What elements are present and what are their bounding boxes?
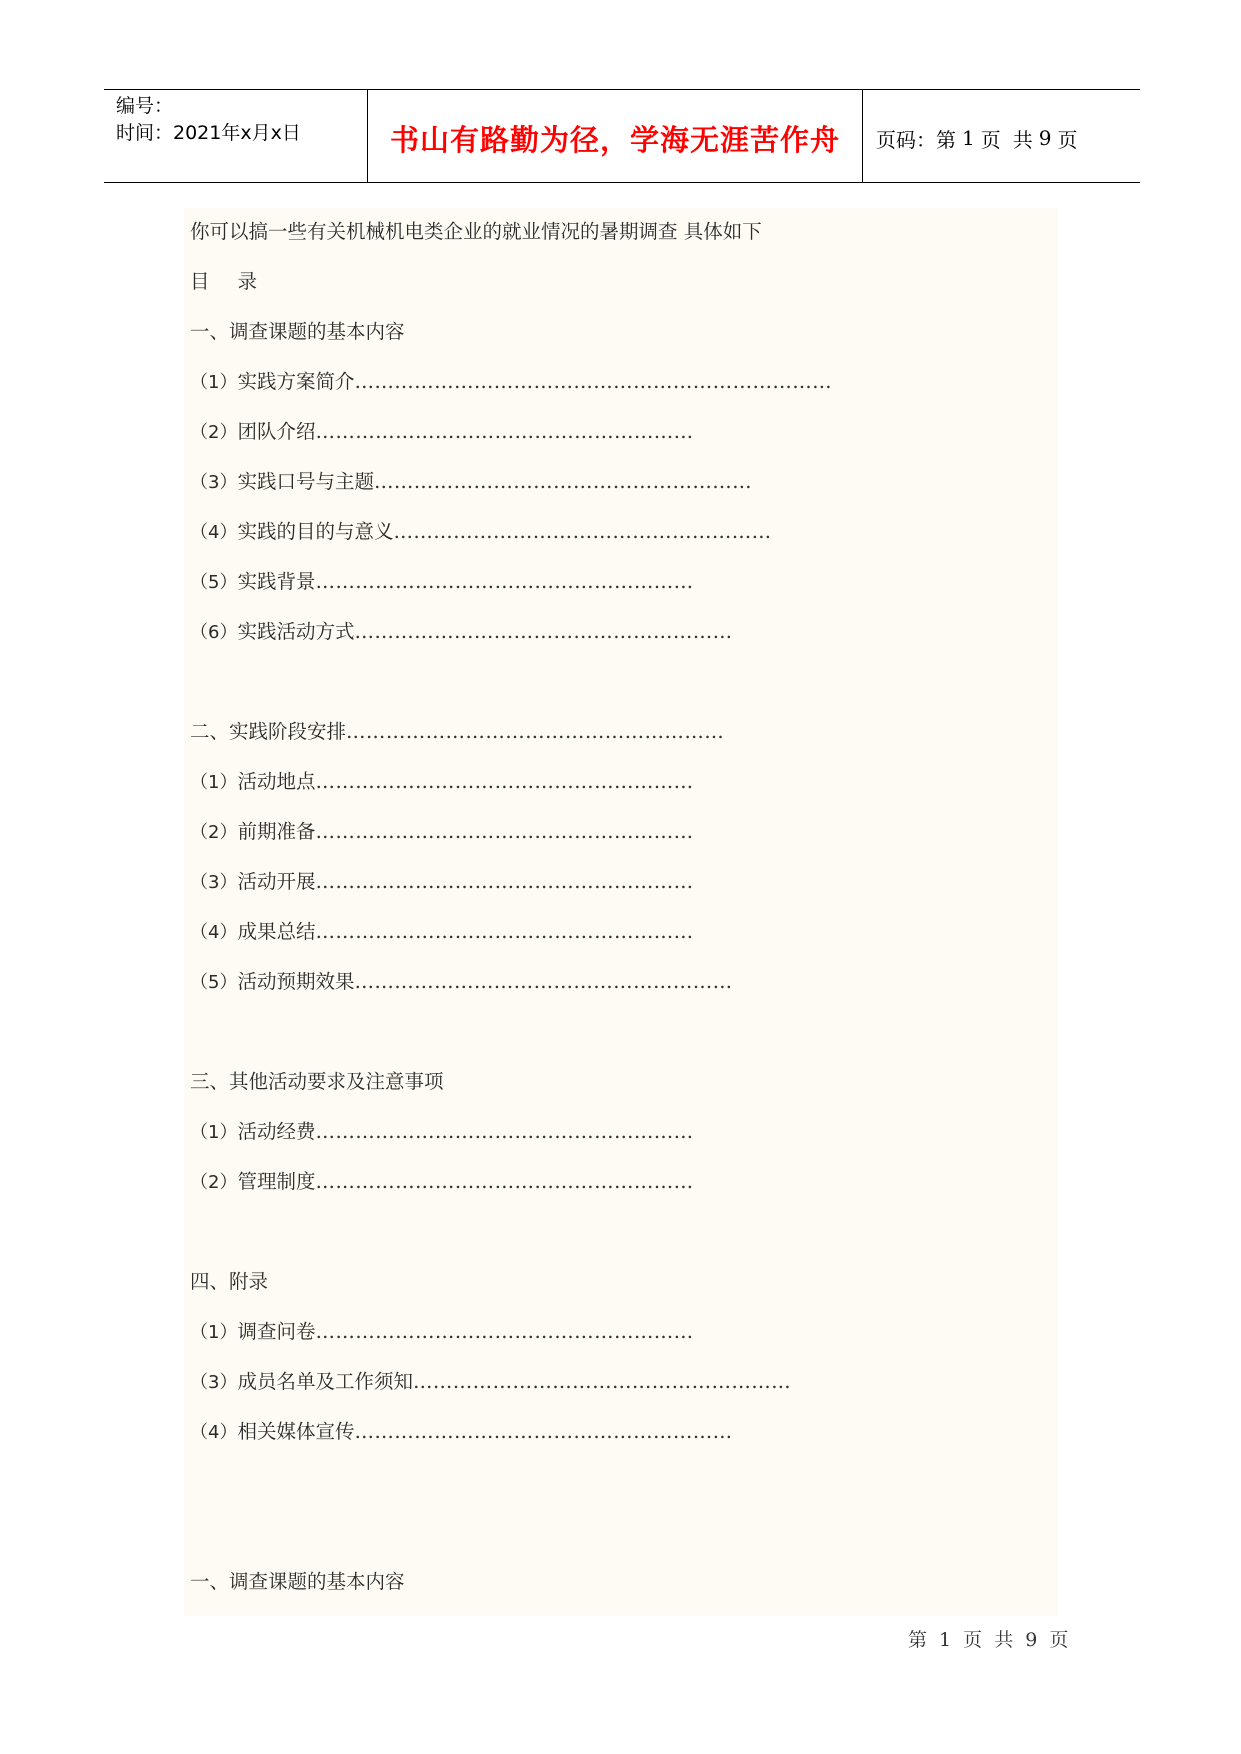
line-text: 一、调查课题的基本内容 — [190, 320, 405, 343]
entry-leader: ………………………………………………… — [354, 970, 733, 993]
entry-text: 管理制度 — [237, 1170, 316, 1193]
header-meta-cell — [104, 90, 368, 182]
section-heading — [190, 320, 405, 344]
entry-text: 活动地点 — [237, 770, 316, 793]
entry-number: （6） — [190, 622, 238, 643]
line-text: 四、附录 — [190, 1270, 269, 1293]
toc-entry — [190, 920, 694, 945]
section-heading — [190, 720, 724, 744]
entry-leader: ………………………………………………… — [315, 1170, 694, 1193]
toc-entry — [190, 770, 694, 795]
entry-text: 活动开展 — [237, 870, 316, 893]
entry-leader: ………………………………………………… — [315, 920, 694, 943]
entry-leader: ………………………………………………… — [315, 820, 694, 843]
entry-leader: ………………………………………………… — [315, 1320, 694, 1343]
toc-entry — [190, 870, 694, 895]
page-number: 1 — [962, 126, 975, 150]
entry-number: （1） — [190, 372, 238, 393]
entry-leader: ……………………………………………………………… — [354, 370, 833, 393]
toc-entry — [190, 370, 832, 395]
entry-text: 实践方案简介 — [237, 370, 355, 393]
entry-leader: ………………………………………………… — [315, 570, 694, 593]
entry-number: （5） — [190, 572, 238, 593]
page-suffix: 页 — [1057, 127, 1078, 152]
entry-leader: ………………………………………………… — [354, 620, 733, 643]
entry-number: （4） — [190, 522, 238, 543]
header-page-cell — [862, 92, 1140, 184]
entry-number: （1） — [190, 772, 238, 793]
toc-title-part1: 目 — [190, 270, 210, 293]
entry-text: 实践的目的与意义 — [237, 520, 394, 543]
entry-leader: ………………………………………………… — [373, 470, 753, 493]
entry-text: 相关媒体宣传 — [237, 1420, 355, 1443]
entry-number: （2） — [190, 1172, 238, 1193]
time-label: 时间：2021年x月x日 — [116, 122, 301, 144]
entry-leader: ………………………………………………… — [315, 1120, 694, 1143]
toc-entry — [190, 1170, 694, 1195]
entry-number: （1） — [190, 1322, 238, 1343]
toc-entry — [190, 520, 772, 545]
section-heading — [190, 1570, 405, 1594]
toc-title — [190, 270, 257, 294]
line-text: 三、其他活动要求及注意事项 — [190, 1070, 444, 1093]
page-footer: 第 1 页 共 9 页 — [908, 1629, 1070, 1651]
toc-entry — [190, 420, 694, 445]
entry-leader: ………………………………………………… — [315, 420, 694, 443]
entry-leader: ………………………………………………… — [354, 1420, 733, 1443]
entry-leader: ………………………………………………… — [346, 720, 725, 743]
line-text: 二、实践阶段安排 — [190, 720, 347, 743]
page-total-prefix: 共 — [1012, 127, 1033, 152]
toc-title-part2: 录 — [237, 270, 258, 293]
page-mid: 页 — [980, 127, 1001, 152]
toc-entry — [190, 1120, 694, 1145]
line-text: 一、调查课题的基本内容 — [190, 1570, 405, 1593]
toc-entry — [190, 1370, 791, 1395]
entry-text: 成果总结 — [237, 920, 316, 943]
page-prefix: 页码：第 — [876, 127, 956, 152]
entry-leader: ………………………………………………… — [315, 770, 694, 793]
entry-number: （3） — [190, 472, 238, 493]
entry-number: （4） — [190, 922, 238, 943]
toc-entry — [190, 820, 694, 845]
entry-number: （1） — [190, 1122, 238, 1143]
entry-text: 调查问卷 — [237, 1320, 316, 1343]
entry-leader: ………………………………………………… — [393, 520, 772, 543]
entry-leader: ………………………………………………… — [412, 1370, 792, 1393]
entry-text: 团队介绍 — [237, 420, 316, 443]
entry-number: （2） — [190, 422, 238, 443]
section-heading — [190, 1070, 444, 1094]
entry-number: （3） — [190, 1372, 238, 1393]
slogan: 书山有路勤为径，学海无涯苦作舟 — [389, 122, 840, 157]
entry-text: 成员名单及工作须知 — [237, 1370, 413, 1393]
toc-entry — [190, 970, 733, 995]
entry-number: （3） — [190, 872, 238, 893]
toc-entry — [190, 470, 752, 495]
number-label: 编号： — [116, 95, 174, 117]
entry-text: 活动经费 — [237, 1120, 316, 1143]
entry-number: （5） — [190, 972, 238, 993]
entry-number: （4） — [190, 1422, 238, 1443]
toc-entry — [190, 1420, 733, 1445]
entry-text: 实践口号与主题 — [237, 470, 374, 493]
section-heading — [190, 1270, 268, 1294]
toc-entry — [190, 1320, 694, 1345]
document-header — [104, 89, 1140, 183]
entry-leader: ………………………………………………… — [315, 870, 694, 893]
entry-text: 活动预期效果 — [237, 970, 355, 993]
toc-entry — [190, 570, 694, 595]
entry-number: （2） — [190, 822, 238, 843]
entry-text: 前期准备 — [237, 820, 316, 843]
entry-text: 实践背景 — [237, 570, 316, 593]
header-slogan-cell — [368, 90, 863, 182]
page-total: 9 — [1038, 126, 1052, 150]
intro-text: 你可以搞一些有关机械机电类企业的就业情况的暑期调查 具体如下 — [190, 220, 762, 243]
toc-entry — [190, 620, 733, 645]
document-body — [184, 208, 1058, 1616]
entry-text: 实践活动方式 — [237, 620, 355, 643]
